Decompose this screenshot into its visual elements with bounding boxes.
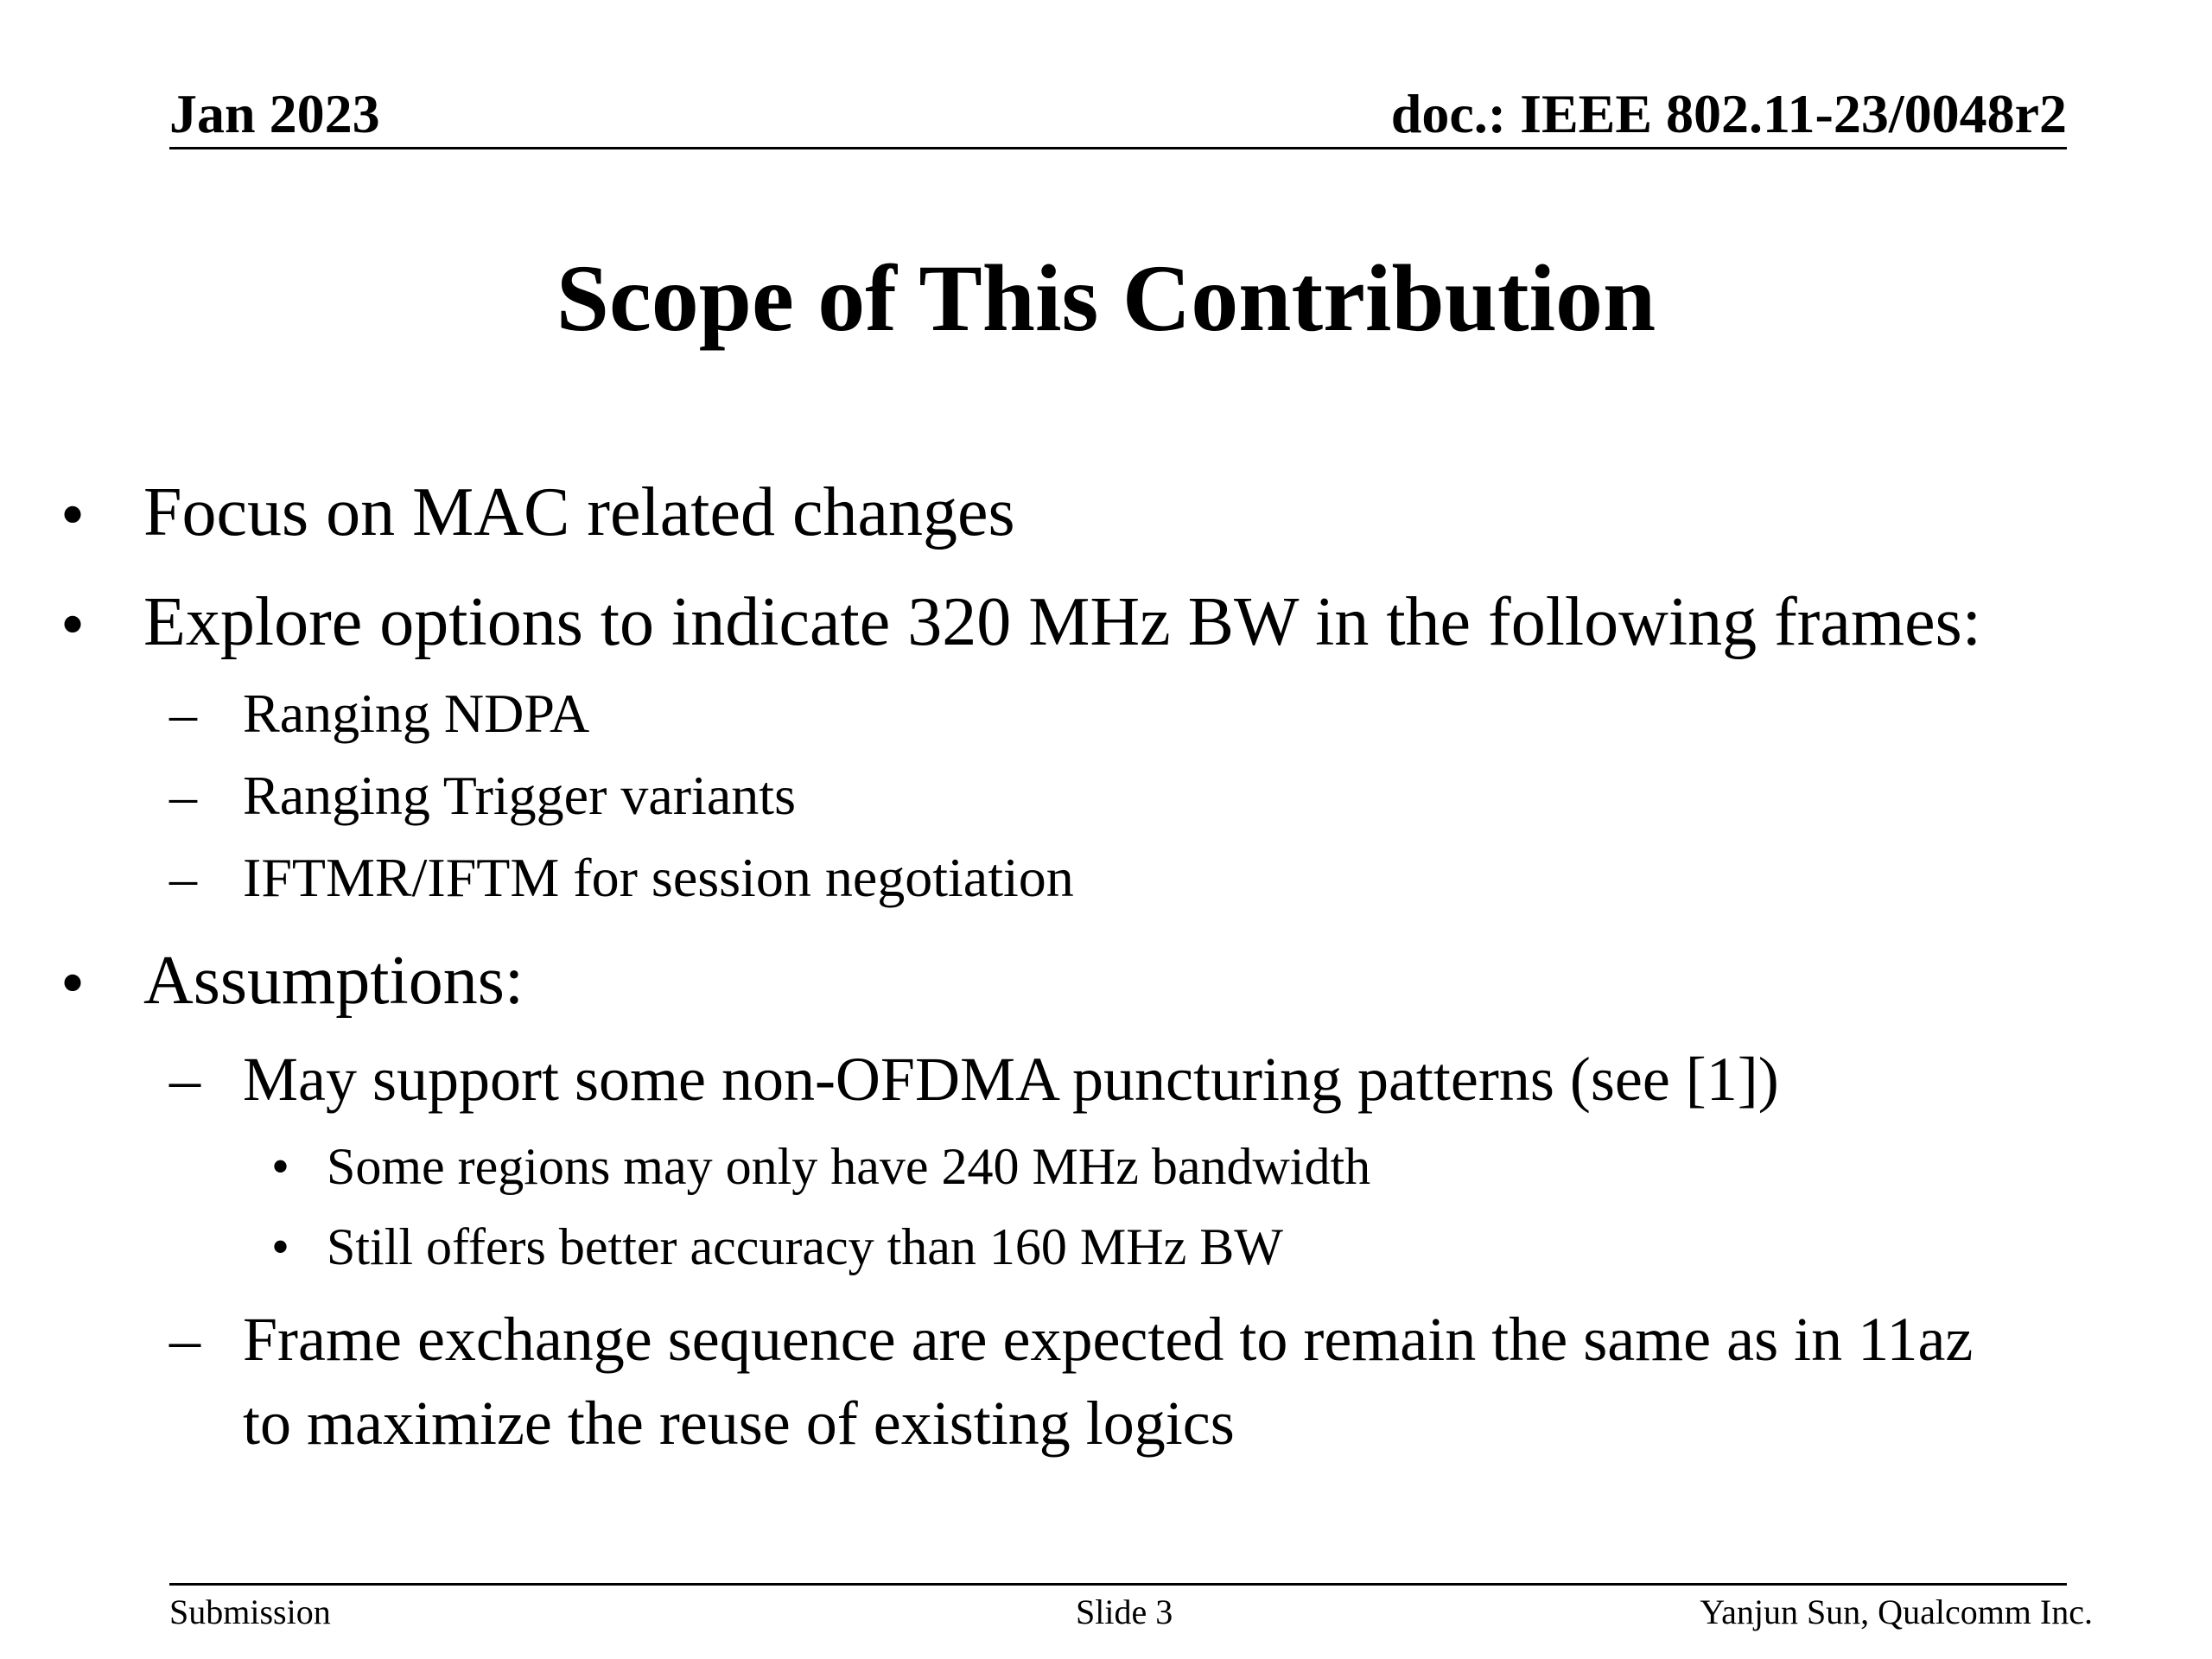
footer-rule <box>169 1583 2067 1586</box>
dash-marker: – <box>169 1305 200 1374</box>
sub-sub-item-160mhz: Still offers better accuracy than 160 MHz BW <box>327 1218 1283 1275</box>
footer-author: Yanjun Sun, Qualcomm Inc. <box>1700 1592 2093 1631</box>
dash-marker: – <box>169 765 197 826</box>
sub-item-puncturing: May support some non-OFDMA puncturing patterns (see [1]) <box>243 1045 1779 1114</box>
sub-item-frame-exchange-line1: Frame exchange sequence are expected to remain the same as in 11az <box>243 1305 1974 1374</box>
dash-marker: – <box>169 847 197 908</box>
footer-slide-number: Slide 3 <box>1076 1592 1173 1631</box>
footer-submission: Submission <box>169 1592 331 1631</box>
bullet-marker: • <box>271 1218 290 1275</box>
bullet-marker: • <box>60 587 86 663</box>
bullet-marker: • <box>60 945 86 1021</box>
bullet-marker: • <box>60 477 86 553</box>
bullet-assumptions: Assumptions: <box>143 943 524 1019</box>
dash-marker: – <box>169 683 197 744</box>
header-doc-id: doc.: IEEE 802.11-23/0048r2 <box>1390 83 2067 144</box>
bullet-marker: • <box>271 1138 290 1195</box>
bullet-focus-mac: Focus on MAC related changes <box>143 474 1015 550</box>
bullet-explore-options: Explore options to indicate 320 MHz BW in the following frames: <box>143 584 1982 660</box>
sub-sub-item-240mhz: Some regions may only have 240 MHz bandwidth <box>327 1138 1371 1195</box>
sub-item-iftmr: IFTMR/IFTM for session negotiation <box>243 847 1074 908</box>
slide-title: Scope of This Contribution <box>556 245 1656 351</box>
sub-item-frame-exchange-line2: to maximize the reuse of existing logics <box>243 1389 1235 1458</box>
dash-marker: – <box>169 1045 200 1114</box>
header-rule <box>169 147 2067 149</box>
header-date: Jan 2023 <box>169 83 380 144</box>
sub-item-ranging-ndpa: Ranging NDPA <box>243 683 590 744</box>
sub-item-ranging-trigger: Ranging Trigger variants <box>243 765 796 826</box>
